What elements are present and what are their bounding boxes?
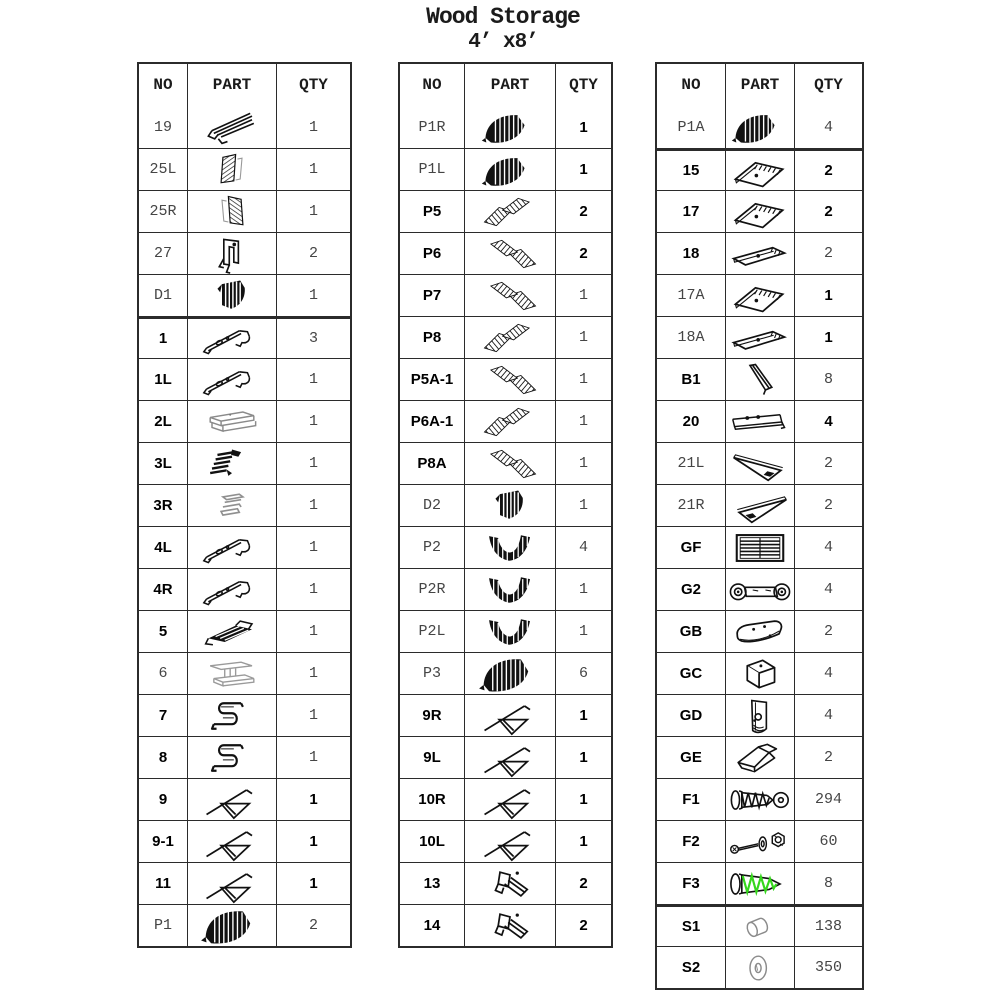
part-quantity: 1 (578, 581, 588, 598)
hatched-panel-left-icon (187, 149, 277, 190)
table-row (657, 442, 862, 484)
hatched-wedge-alt-icon (464, 443, 556, 484)
table-row (657, 904, 862, 946)
table-row (139, 736, 350, 778)
part-number: 21R (677, 497, 705, 514)
part-number: 18A (677, 329, 705, 346)
parts-table-left (137, 62, 352, 948)
part-quantity: 2 (823, 497, 833, 514)
table-row (657, 862, 862, 904)
vent-grille-icon (725, 527, 795, 568)
table-row (400, 652, 611, 694)
part-number: 10R (418, 791, 446, 808)
striped-fan-icon (725, 106, 795, 148)
part-number: S2 (681, 959, 701, 976)
table-row (657, 778, 862, 820)
table-row (657, 526, 862, 568)
part-quantity: 1 (308, 203, 318, 220)
part-number: G2 (680, 581, 701, 598)
part-quantity: 1 (579, 118, 588, 136)
part-quantity: 2 (823, 245, 833, 262)
part-quantity: 1 (309, 833, 318, 850)
screw-washer-icon (725, 779, 795, 820)
part-quantity: 1 (308, 749, 318, 766)
s-bracket-icon (187, 695, 277, 736)
part-quantity: 1 (578, 287, 588, 304)
part-quantity: 4 (823, 581, 833, 598)
part-number: D2 (422, 497, 441, 514)
table-row (139, 148, 350, 190)
part-number: 21L (677, 455, 705, 472)
part-quantity: 294 (814, 791, 842, 808)
table-row (400, 610, 611, 652)
table-row (400, 694, 611, 736)
part-number: P5A-1 (410, 371, 454, 388)
part-quantity: 1 (308, 581, 318, 598)
striped-fan-large-icon (464, 653, 556, 694)
part-number: 9-1 (152, 833, 174, 850)
part-number: P3 (422, 665, 441, 682)
table-row (139, 694, 350, 736)
part-quantity: 1 (579, 707, 588, 724)
table-row (139, 358, 350, 400)
part-quantity: 1 (308, 707, 318, 724)
hook-rail-icon (187, 319, 277, 358)
part-quantity: 1 (579, 161, 588, 178)
part-number: S1 (681, 918, 701, 935)
table-row (139, 442, 350, 484)
table-row (400, 232, 611, 274)
fork-bracket-icon (187, 233, 277, 274)
part-quantity: 1 (308, 665, 318, 682)
part-number: 3R (153, 497, 173, 514)
table-row (400, 148, 611, 190)
triangle-brace-icon (187, 863, 277, 904)
cap-nut-icon (725, 907, 795, 946)
part-quantity: 1 (308, 118, 318, 136)
part-number: 17 (682, 203, 700, 220)
part-number: 4R (153, 581, 173, 598)
table-row (657, 190, 862, 232)
hook-rail-icon (187, 359, 277, 400)
striped-fan-icon (464, 149, 556, 190)
part-quantity: 1 (824, 287, 833, 304)
part-number: P1A (677, 118, 705, 136)
part-quantity: 1 (824, 329, 833, 346)
hook-rail-icon (187, 527, 277, 568)
part-number: 9L (423, 749, 441, 766)
table-row (400, 904, 611, 946)
table-row (139, 232, 350, 274)
hook-rail-icon (187, 569, 277, 610)
screw-green-thread-icon (725, 863, 795, 904)
part-quantity: 4 (823, 118, 833, 136)
hatched-panel-right-icon (187, 191, 277, 232)
table-row (657, 820, 862, 862)
table-row (139, 568, 350, 610)
part-quantity: 1 (579, 791, 588, 808)
part-number: 3L (154, 455, 172, 472)
part-quantity: 1 (308, 497, 318, 514)
triangle-brace-icon (187, 821, 277, 862)
part-quantity: 2 (823, 749, 833, 766)
part-quantity: 1 (578, 497, 588, 514)
part-number: P7 (422, 287, 442, 304)
part-quantity: 3 (308, 330, 318, 347)
triangle-brace-icon (464, 737, 556, 778)
part-quantity: 1 (579, 749, 588, 766)
angled-plate-icon (725, 191, 795, 232)
part-number: 9 (158, 791, 168, 808)
table-row (400, 316, 611, 358)
header-no: NO (681, 76, 701, 94)
gusset-left-icon (725, 443, 795, 484)
table-row (657, 148, 862, 190)
part-number: P6A-1 (410, 413, 454, 430)
part-number: 19 (153, 118, 172, 136)
part-number: D1 (153, 287, 172, 304)
part-number: 1 (158, 330, 168, 347)
part-quantity: 2 (579, 203, 588, 220)
gusset-right-icon (725, 485, 795, 526)
table-row (400, 358, 611, 400)
header-no: NO (153, 76, 173, 94)
part-quantity: 2 (824, 203, 833, 220)
table-row (657, 358, 862, 400)
angled-plate-flat-icon (725, 233, 795, 274)
stacked-profile-light-icon (187, 485, 277, 526)
part-quantity: 1 (308, 623, 318, 640)
page-title (253, 4, 753, 54)
angled-plate-icon (725, 151, 795, 190)
table-row (657, 652, 862, 694)
header-part: PART (187, 64, 277, 106)
header-qty: QTY (814, 76, 843, 94)
washer-icon (725, 947, 795, 988)
table-row (657, 736, 862, 778)
table-row (400, 400, 611, 442)
part-number: P2 (422, 539, 441, 556)
part-number: GF (680, 539, 702, 556)
header-part: PART (725, 64, 795, 106)
triangle-brace-icon (464, 695, 556, 736)
part-number: 14 (423, 917, 441, 934)
sleeve-icon (725, 695, 795, 736)
part-quantity: 1 (308, 455, 318, 472)
hatched-wedge-icon (464, 317, 556, 358)
part-number: 18 (682, 245, 700, 262)
part-number: 15 (682, 162, 700, 179)
table-row (657, 946, 862, 988)
part-quantity: 1 (578, 413, 588, 430)
part-number: GE (680, 749, 702, 766)
table-row (400, 106, 611, 148)
table-row (657, 316, 862, 358)
title-line2: 4’ x8’ (468, 31, 538, 54)
part-number: P8 (422, 329, 442, 346)
table-header (400, 64, 611, 106)
table-row (657, 232, 862, 274)
part-number: P6 (422, 245, 442, 262)
dark-angled-rail-icon (187, 611, 277, 652)
table-row (139, 316, 350, 358)
table-row (139, 106, 350, 148)
table-row (657, 610, 862, 652)
part-number: 25R (149, 203, 177, 220)
s-bracket-icon (187, 737, 277, 778)
part-quantity: 60 (819, 833, 838, 850)
part-quantity: 1 (308, 539, 318, 556)
striped-v-panel-icon (464, 569, 556, 610)
part-quantity: 1 (578, 371, 588, 388)
part-quantity: 4 (824, 413, 833, 430)
long-rail-icon (725, 401, 795, 442)
part-number: 8 (158, 749, 168, 766)
part-quantity: 1 (309, 875, 318, 892)
table-row (139, 778, 350, 820)
table-header (657, 64, 862, 106)
part-quantity: 2 (308, 917, 318, 934)
part-quantity: 1 (309, 791, 318, 808)
table-row (400, 862, 611, 904)
table-row (400, 442, 611, 484)
table-row (400, 778, 611, 820)
part-quantity: 8 (823, 371, 833, 388)
part-number: F3 (682, 875, 700, 892)
striped-v-panel-icon (464, 611, 556, 652)
part-number: F1 (682, 791, 700, 808)
clip-bracket-icon (464, 863, 556, 904)
part-quantity: 4 (823, 707, 833, 724)
part-quantity: 138 (814, 918, 842, 935)
cube-block-icon (725, 653, 795, 694)
table-row (139, 526, 350, 568)
part-quantity: 1 (579, 833, 588, 850)
part-number: P1L (418, 161, 446, 178)
part-number: P1 (153, 917, 172, 934)
table-row (139, 652, 350, 694)
part-quantity: 2 (579, 875, 588, 892)
handle-icon (725, 569, 795, 610)
hatched-wedge-icon (464, 401, 556, 442)
striped-dome-icon (187, 275, 277, 316)
header-qty: QTY (299, 76, 328, 94)
part-number: 20 (682, 413, 700, 430)
angled-rail-icon (187, 106, 277, 148)
part-number: 10L (419, 833, 445, 850)
part-quantity: 2 (823, 623, 833, 640)
part-number: 5 (158, 623, 168, 640)
triangle-brace-icon (187, 779, 277, 820)
parts-table-right (655, 62, 864, 990)
ramp-block-icon (725, 737, 795, 778)
part-quantity: 6 (578, 665, 588, 682)
part-quantity: 1 (308, 413, 318, 430)
part-quantity: 1 (578, 623, 588, 640)
header-no: NO (422, 76, 442, 94)
table-row (400, 568, 611, 610)
table-row (657, 694, 862, 736)
angled-plate-icon (725, 275, 795, 316)
table-row (139, 862, 350, 904)
part-quantity: 350 (814, 959, 842, 976)
part-quantity: 1 (578, 455, 588, 472)
part-quantity: 4 (823, 539, 833, 556)
part-number: GD (679, 707, 703, 724)
channel-profile-icon (187, 401, 277, 442)
clip-bracket-icon (464, 905, 556, 946)
part-number: GC (679, 665, 703, 682)
table-row (400, 274, 611, 316)
table-row (400, 820, 611, 862)
part-quantity: 8 (823, 875, 833, 892)
triangle-brace-icon (464, 779, 556, 820)
table-row (139, 904, 350, 946)
part-number: 9R (422, 707, 442, 724)
triangle-brace-icon (464, 821, 556, 862)
striped-v-panel-icon (464, 527, 556, 568)
part-quantity: 4 (578, 539, 588, 556)
part-number: GB (679, 623, 703, 640)
table-row (139, 274, 350, 316)
part-number: P5 (422, 203, 442, 220)
part-number: F2 (682, 833, 700, 850)
part-number: B1 (681, 371, 701, 388)
table-row (400, 526, 611, 568)
table-row (657, 106, 862, 148)
part-quantity: 2 (579, 245, 588, 262)
header-qty: QTY (569, 76, 598, 94)
parts-table-middle (398, 62, 613, 948)
part-quantity: 2 (824, 162, 833, 179)
part-number: 7 (158, 707, 168, 724)
bolt-washer-nut-icon (725, 821, 795, 862)
part-quantity: 1 (308, 161, 318, 178)
part-quantity: 1 (308, 287, 318, 304)
part-number: 1L (154, 371, 172, 388)
part-number: P1R (418, 118, 446, 136)
hatched-wedge-alt-icon (464, 275, 556, 316)
striped-fan-large-icon (187, 905, 277, 946)
part-quantity: 2 (823, 455, 833, 472)
table-row (139, 484, 350, 526)
part-quantity: 1 (308, 371, 318, 388)
title-line1: Wood Storage (426, 4, 580, 30)
wedge-block-icon (725, 611, 795, 652)
hatched-wedge-alt-icon (464, 359, 556, 400)
part-number: P2L (418, 623, 446, 640)
table-row (657, 568, 862, 610)
table-row (139, 400, 350, 442)
part-number: 6 (158, 665, 168, 682)
hatched-wedge-alt-icon (464, 233, 556, 274)
part-quantity: 1 (578, 329, 588, 346)
stacked-profile-dark-icon (187, 443, 277, 484)
table-row (400, 190, 611, 232)
part-number: 27 (153, 245, 172, 262)
part-number: 17A (677, 287, 705, 304)
part-number: P8A (417, 455, 447, 472)
part-number: 13 (423, 875, 441, 892)
table-row (657, 400, 862, 442)
table-row (400, 736, 611, 778)
table-header (139, 64, 350, 106)
ibeam-profile-light-icon (187, 653, 277, 694)
part-quantity: 2 (579, 917, 588, 934)
table-row (657, 274, 862, 316)
part-number: 25L (149, 161, 177, 178)
table-row (400, 484, 611, 526)
part-number: P2R (418, 581, 446, 598)
striped-dome-icon (464, 485, 556, 526)
header-part: PART (464, 64, 556, 106)
part-quantity: 2 (308, 245, 318, 262)
hatched-wedge-icon (464, 191, 556, 232)
table-row (139, 820, 350, 862)
table-row (139, 610, 350, 652)
striped-fan-icon (464, 106, 556, 148)
part-quantity: 4 (823, 665, 833, 682)
thin-brace-icon (725, 359, 795, 400)
angled-plate-flat-icon (725, 317, 795, 358)
part-number: 11 (155, 875, 171, 892)
table-row (139, 190, 350, 232)
part-number: 2L (154, 413, 172, 430)
table-row (657, 484, 862, 526)
part-number: 4L (154, 539, 172, 556)
